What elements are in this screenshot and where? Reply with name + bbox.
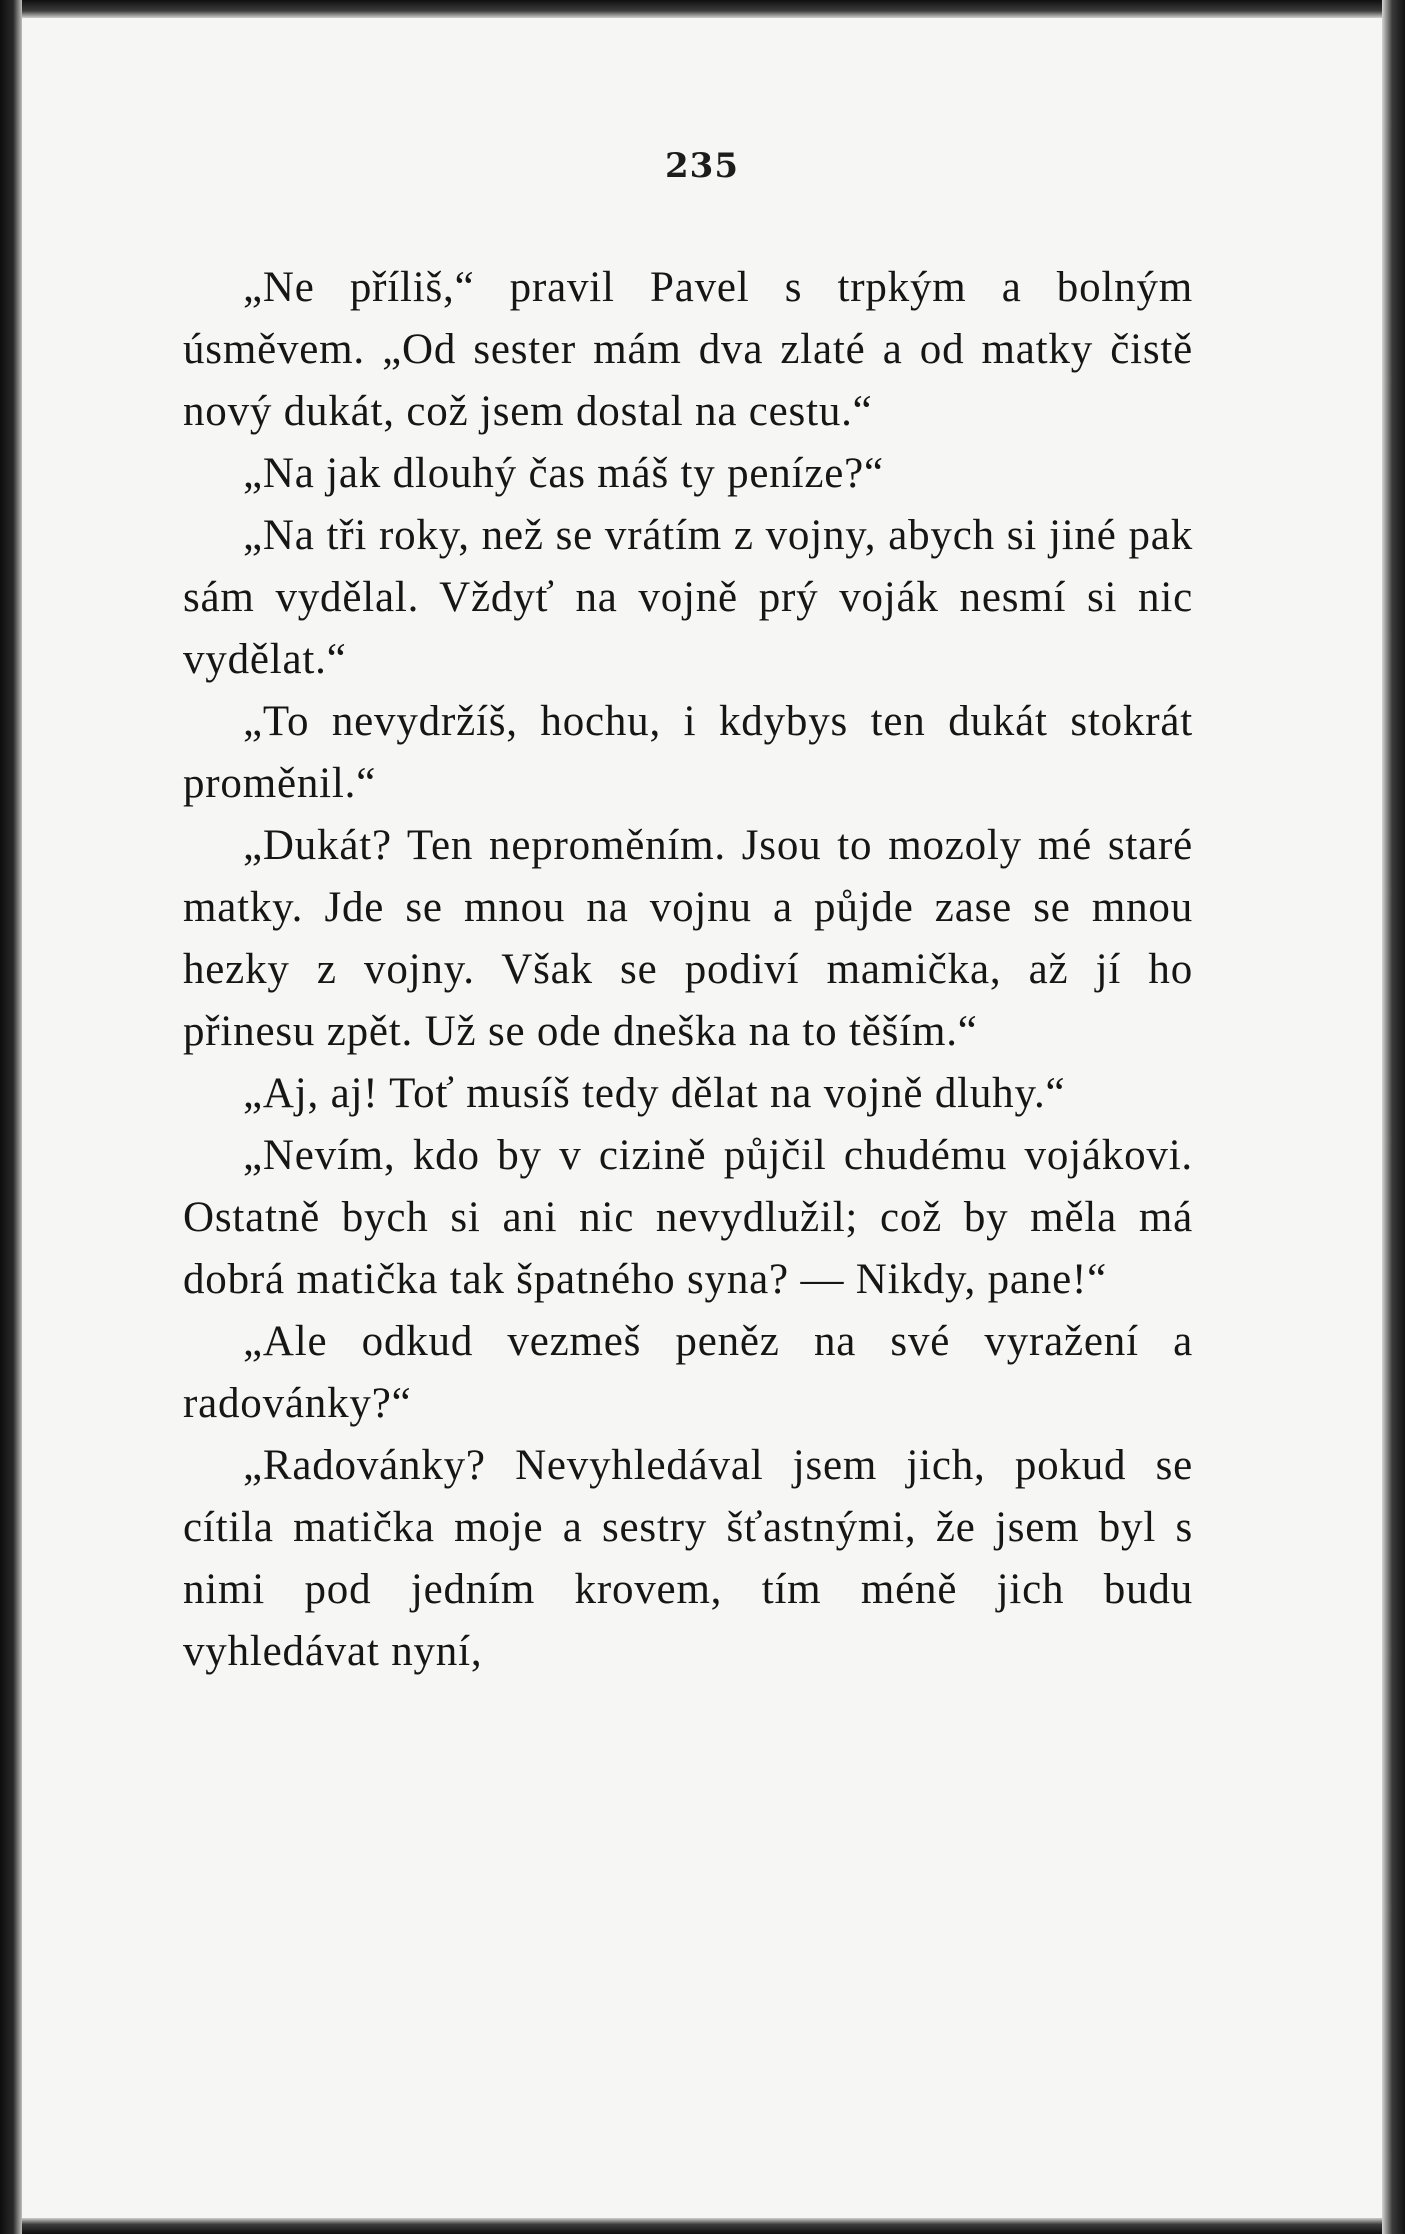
body-text xyxy=(183,257,1193,1683)
paragraph: „Na jak dlouhý čas máš ty peníze?“ xyxy=(243,450,884,497)
paragraph: „Ale odkud vezmeš peněz na své vyražení a radovánky?“ xyxy=(183,1318,1193,1427)
paragraph: „Nevím, kdo by v cizině půjčil chudému vojákovi. Ostatně bych si ani nic nevydlužil; což by měla má dobrá matička tak špatného syna? — Nikdy, pane!“ xyxy=(183,1132,1193,1303)
scan-bottom-edge xyxy=(0,2218,1405,2234)
paragraph: „Dukát? Ten neproměním. Jsou to mozoly mé staré matky. Jde se mnou na vojnu a půjde zase se mnou hezky z vojny. Však se podiví mamička, až jí ho přinesu zpět. Už se ode dneška na to těším.“ xyxy=(183,822,1193,1055)
paragraph: „To nevydržíš, hochu, i kdybys ten dukát stokrát proměnil.“ xyxy=(183,698,1193,807)
scan-top-edge xyxy=(0,0,1405,18)
scan-left-edge xyxy=(0,0,22,2234)
paragraph: „Na tři roky, než se vrátím z vojny, abych si jiné pak sám vydělal. Vždyť na vojně prý voják nesmí si nic vydělat.“ xyxy=(183,512,1193,683)
page-number: 235 xyxy=(665,146,739,186)
scan-right-edge xyxy=(1382,0,1405,2234)
paragraph: „Ne příliš,“ pravil Pavel s trpkým a bolným úsměvem. „Od sester mám dva zlaté a od matky čistě nový dukát, což jsem dostal na cestu.“ xyxy=(183,264,1193,435)
paragraph: „Aj, aj! Toť musíš tedy dělat na vojně dluhy.“ xyxy=(243,1070,1066,1117)
paragraph: „Radovánky? Nevyhledával jsem jich, pokud se cítila matička moje a sestry šťastnými, že jsem byl s nimi pod jedním krovem, tím méně jich budu vyhledávat nyní, xyxy=(183,1442,1193,1675)
